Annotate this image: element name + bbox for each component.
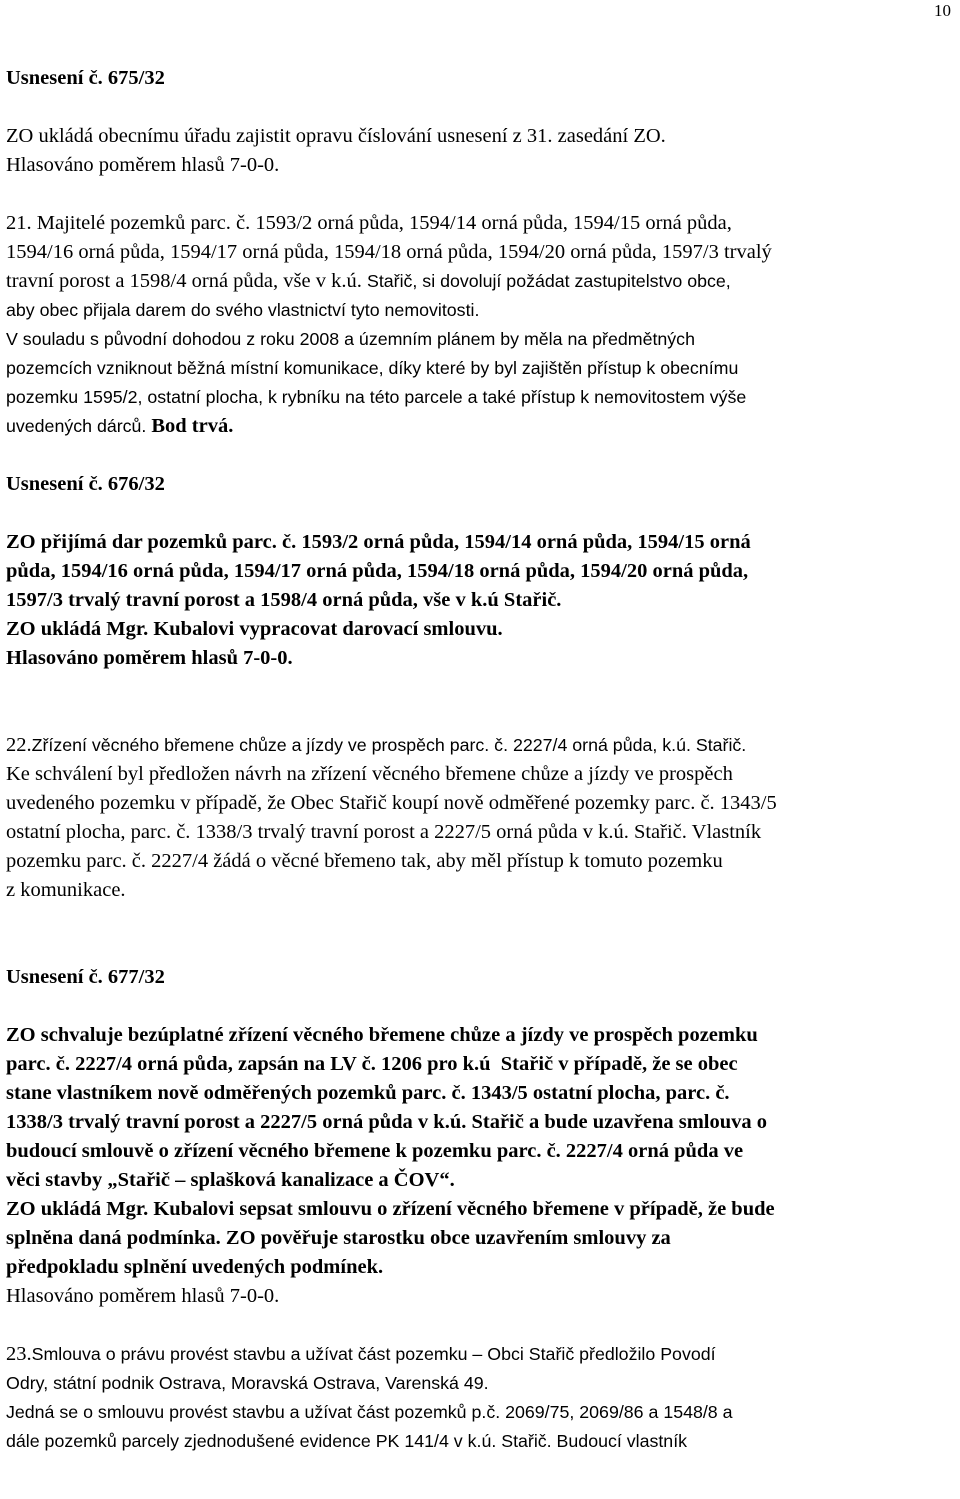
resolution-677-title: Usnesení č. 677/32 <box>6 966 165 988</box>
item-22-line: uvedeného pozemku v případě, že Obec Stařič koupí nově odměřené pozemky parc. č. 1343/5 <box>6 792 777 814</box>
resolution-676-text: 1597/3 trvalý travní porost a 1598/4 orná půda, vše v k.ú Stařič. <box>6 589 562 611</box>
resolution-675-text: ZO ukládá obecnímu úřadu zajistit opravu číslování usnesení z 31. zasedání ZO. <box>6 125 666 147</box>
item-22-line: ostatní plocha, parc. č. 1338/3 trvalý travní porost a 2227/5 orná půda v k.ú. Stařič. Vlastník <box>6 821 762 843</box>
item-21-sans-part: Stařič, si dovolují požádat zastupitelstvo obce, <box>366 271 731 291</box>
resolution-677-text: ZO ukládá Mgr. Kubalovi sepsat smlouvu o zřízení věcného břemene v případě, že bude <box>6 1198 775 1220</box>
item-21-line: pozemcích vzniknout běžná místní komunikace, díky které by byl zajištěn přístup k obecnímu <box>6 358 739 378</box>
item-22-line: z komunikace. <box>6 879 126 901</box>
item-22-heading <box>6 731 956 760</box>
item-22-title: Zřízení věcného břemene chůze a jízdy ve prospěch parc. č. 2227/4 orná půda, k.ú. Stařič. <box>31 735 747 755</box>
item-21-line: pozemku 1595/2, ostatní plocha, k rybníku na této parcele a také přístup k nemovitostem výše <box>6 387 747 407</box>
resolution-677-text: budoucí smlouvě o zřízení věcného břemene k pozemku parc. č. 2227/4 orná půda ve <box>6 1140 744 1162</box>
resolution-676-text: ZO ukládá Mgr. Kubalovi vypracovat darovací smlouvu. <box>6 618 503 640</box>
item-23-line: dále pozemků parcely zjednodušené evidence PK 141/4 v k.ú. Stařič. Budoucí vlastník <box>6 1431 688 1451</box>
item-21-line: 1594/16 orná půda, 1594/17 orná půda, 1594/18 orná půda, 1594/20 orná půda, 1597/3 trvalý <box>6 241 772 263</box>
document-body <box>6 64 956 1456</box>
resolution-677-text: věci stavby „Stařič – splašková kanalizace a ČOV“. <box>6 1169 455 1191</box>
resolution-677-text: předpokladu splnění uvedených podmínek. <box>6 1256 384 1278</box>
resolution-677-text: 1338/3 trvalý travní porost a 2227/5 orná půda v k.ú. Stařič a bude uzavřena smlouva o <box>6 1111 768 1133</box>
item-21-line: 21. Majitelé pozemků parc. č. 1593/2 orná půda, 1594/14 orná půda, 1594/15 orná půda, <box>6 212 732 234</box>
resolution-677-vote: Hlasováno poměrem hlasů 7-0-0. <box>6 1285 280 1307</box>
item-21-line: aby obec přijala darem do svého vlastnictví tyto nemovitosti. <box>6 300 480 320</box>
resolution-676-text: ZO přijímá dar pozemků parc. č. 1593/2 orná půda, 1594/14 orná půda, 1594/15 orná <box>6 531 751 553</box>
resolution-676-title: Usnesení č. 676/32 <box>6 473 165 495</box>
resolution-677-text: splněna daná podmínka. ZO pověřuje starostku obce uzavřením smlouvy za <box>6 1227 671 1249</box>
item-21-last-line <box>6 412 956 441</box>
resolution-677-text: parc. č. 2227/4 orná půda, zapsán na LV č. 1206 pro k.ú Stařič v případě, že se obec <box>6 1053 738 1075</box>
item-22-line: Ke schválení byl předložen návrh na zřízení věcného břemene chůze a jízdy ve prospěch <box>6 763 733 785</box>
resolution-677-text: stane vlastníkem nově odměřených pozemků parc. č. 1343/5 ostatní plocha, parc. č. <box>6 1082 730 1104</box>
item-23-first-line: Smlouva o právu provést stavbu a užívat část pozemku – Obci Stařič předložilo Povodí <box>31 1344 716 1364</box>
item-22-number: 22. <box>6 734 32 756</box>
item-23-number: 23. <box>6 1343 32 1365</box>
page-number: 10 <box>934 1 951 20</box>
item-23-heading <box>6 1340 956 1369</box>
item-21-mixed-line <box>6 267 956 296</box>
resolution-677-text: ZO schvaluje bezúplatné zřízení věcného břemene chůze a jízdy ve prospěch pozemku <box>6 1024 758 1046</box>
resolution-676-vote: Hlasováno poměrem hlasů 7-0-0. <box>6 647 293 669</box>
item-23-line: Odry, státní podnik Ostrava, Moravská Ostrava, Varenská 49. <box>6 1373 489 1393</box>
item-23-line: Jedná se o smlouvu provést stavbu a užívat část pozemků p.č. 2069/75, 2069/86 a 1548/8 a <box>6 1402 733 1422</box>
item-21-last-text: uvedených dárců. <box>6 416 152 436</box>
resolution-676-text: půda, 1594/16 orná půda, 1594/17 orná půda, 1594/18 orná půda, 1594/20 orná půda, <box>6 560 749 582</box>
item-21-status: Bod trvá. <box>151 415 234 437</box>
resolution-675-vote: Hlasováno poměrem hlasů 7-0-0. <box>6 154 280 176</box>
item-22-line: pozemku parc. č. 2227/4 žádá o věcné břemeno tak, aby měl přístup k tomuto pozemku <box>6 850 723 872</box>
item-21-serif-part: travní porost a 1598/4 orná půda, vše v k.ú. <box>6 270 367 292</box>
item-21-line: V souladu s původní dohodou z roku 2008 a územním plánem by měla na předmětných <box>6 329 695 349</box>
resolution-675-title: Usnesení č. 675/32 <box>6 67 165 89</box>
